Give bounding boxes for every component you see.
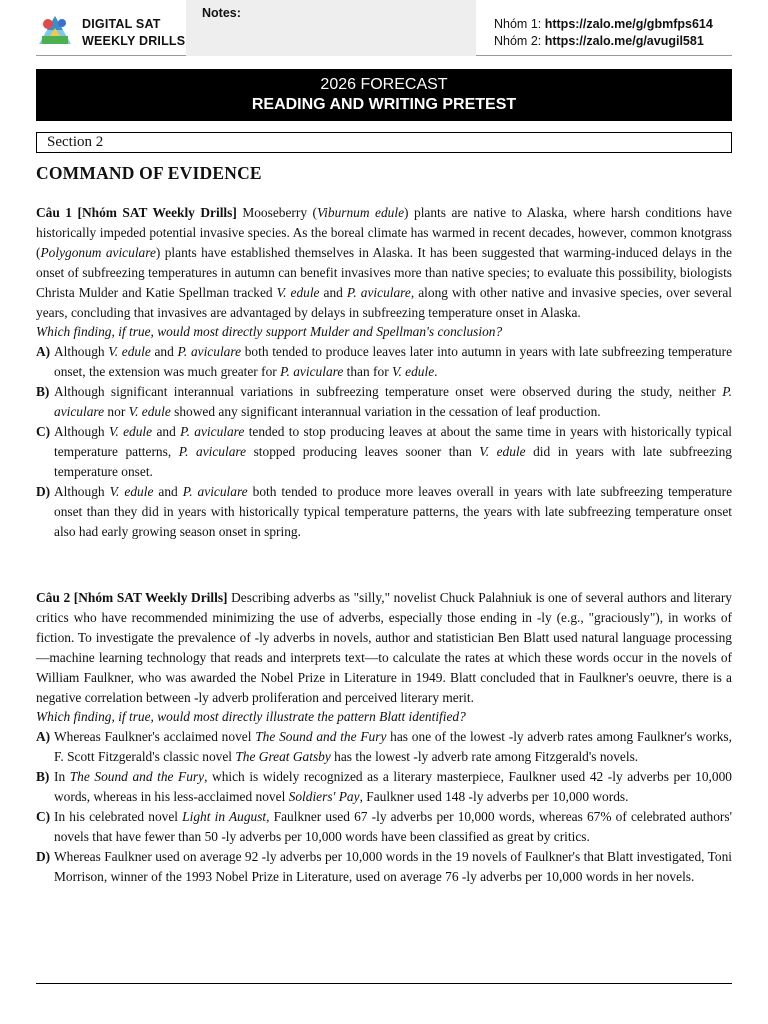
group-1-link[interactable]: https://zalo.me/g/gbmfps614 (544, 17, 713, 31)
answer-option-c[interactable] (36, 807, 732, 847)
group-1-row (494, 16, 713, 33)
section-heading: COMMAND OF EVIDENCE (36, 163, 262, 183)
answer-option-c[interactable] (36, 422, 732, 482)
option-letter: C) (36, 423, 51, 439)
title-banner (36, 69, 732, 121)
option-text: In his celebrated novel Light in August, Faulkner used 67 -ly adverbs per 10,000 words, whereas 67% of celebrated authors' novels that have fewer than 50 -ly adverbs per 10,000 words have been classified as great by critics. (54, 808, 732, 844)
answer-option-b[interactable] (36, 767, 732, 807)
question-stem (36, 588, 732, 707)
notes-box[interactable] (186, 0, 476, 56)
option-text: Although V. edule and P. aviculare both tended to produce more leaves overall in years with late subfreezing temperature onset than they did in years with historically typical temperature patterns, the years with late subfreezing temperature onset also had early growing season onset in spring. (54, 483, 733, 539)
question-number: Câu 2 [Nhóm SAT Weekly Drills] (36, 590, 228, 605)
group-2-row (494, 33, 713, 50)
option-letter: D) (36, 848, 51, 864)
option-letter: A) (36, 344, 51, 360)
answer-option-a[interactable] (36, 342, 732, 382)
question-1 (36, 203, 732, 541)
answer-option-b[interactable] (36, 382, 732, 422)
stem-text: Mooseberry (Viburnum edule) plants are native to Alaska, where harsh conditions have historically impeded potential invasive species. As the boreal climate has warmed in recent decades, however, common knotgrass (Polygonum aviculare) plants have established themselves in Alaska. It has been suggested that warming-induced delays in the onset of subfreezing temperatures in autumn can benefit invasives more than native species; to evaluate this possibility, biologists Christa Mulder and Katie Spellman tracked V. edule and P. aviculare, along with other native and invasive species, over several years, concluding that invasives are advantaged by delays in subfreezing temperature onset in Alaska. (36, 205, 733, 320)
question-prompt: Which finding, if true, would most directly illustrate the pattern Blatt identified? (36, 709, 466, 725)
logo-icon (36, 14, 74, 48)
footer-divider (36, 983, 732, 984)
answer-option-d[interactable] (36, 482, 732, 542)
brand-line-1: DIGITAL SAT (82, 17, 161, 31)
brand-name (82, 16, 185, 50)
question-2 (36, 588, 732, 887)
answer-option-a[interactable] (36, 727, 732, 767)
group-links (494, 16, 713, 50)
group-2-label: Nhóm 2: (494, 34, 545, 48)
question-prompt: Which finding, if true, would most directly support Mulder and Spellman's conclusion? (36, 324, 503, 340)
page-header (36, 6, 732, 56)
stem-text: Describing adverbs as "silly," novelist Chuck Palahniuk is one of several authors and literary critics who have recommended minimizing the use of adverbs, especially those ending in -ly (e.g., "graciously"), in works of fiction. To investigate the prevalence of -ly adverbs in novels, author and statistician Ben Blatt used natural language processing—machine learning technology that reads and interprets text—to calculate the rates at which these words occur in the novels of William Faulkner, who was awarded the Nobel Prize in Literature in 1949. Blatt concluded that in Faulkner's oeuvre, there is a negative correlation between -ly adverb proliferation and perceived literary merit. (36, 590, 732, 705)
option-letter: B) (36, 769, 50, 785)
banner-line-2: READING AND WRITING PRETEST (251, 96, 517, 113)
option-text: Although V. edule and P. aviculare both tended to produce leaves later into autumn in years with late subfreezing temperature onset, the extension was much greater for P. aviculare than for V. edule. (54, 344, 733, 380)
option-text: Whereas Faulkner used on average 92 -ly adverbs per 10,000 words in the 19 novels of Faulkner's that Blatt investigated, Toni Morrison, winner of the 1993 Nobel Prize in Literature, used on average 76 -ly adverbs per 10,000 words in her novels. (54, 848, 732, 884)
option-text: In The Sound and the Fury, which is widely recognized as a literary masterpiece, Faulkner used 42 -ly adverbs per 10,000 words, whereas in his less-acclaimed novel Soldiers' Pay, Faulkner used 148 -ly adverbs per 10,000 words. (54, 769, 732, 805)
option-letter: B) (36, 384, 50, 400)
option-text: Although V. edule and P. aviculare tended to stop producing leaves at about the same time in years with historically typical temperature patterns, P. aviculare stopped producing leaves sooner than V. edule did in years with late subfreezing temperature onset. (54, 423, 733, 479)
option-letter: C) (36, 808, 51, 824)
question-stem (36, 203, 732, 322)
option-letter: D) (36, 483, 51, 499)
answer-option-d[interactable] (36, 847, 732, 887)
option-text: Whereas Faulkner's acclaimed novel The Sound and the Fury has one of the lowest -ly adverb rates among Faulkner's works, F. Scott Fitzgerald's classic novel The Great Gatsby has the lowest -ly adverb rate among Fitzgerald's novels. (54, 729, 732, 765)
banner-line-1: 2026 FORECAST (320, 76, 448, 93)
brand-line-2: WEEKLY DRILLS (82, 34, 186, 48)
option-text: Although significant interannual variations in subfreezing temperature onset were observed during the study, neither P. aviculare nor V. edule showed any significant interannual variation in the cessation of leaf production. (54, 384, 732, 420)
section-label: Section 2 (36, 132, 732, 153)
group-1-label: Nhóm 1: (494, 17, 545, 31)
group-2-link[interactable]: https://zalo.me/g/avugil581 (544, 34, 704, 48)
option-letter: A) (36, 729, 51, 745)
question-number: Câu 1 [Nhóm SAT Weekly Drills] (36, 205, 237, 220)
notes-label: Notes: (202, 6, 241, 20)
